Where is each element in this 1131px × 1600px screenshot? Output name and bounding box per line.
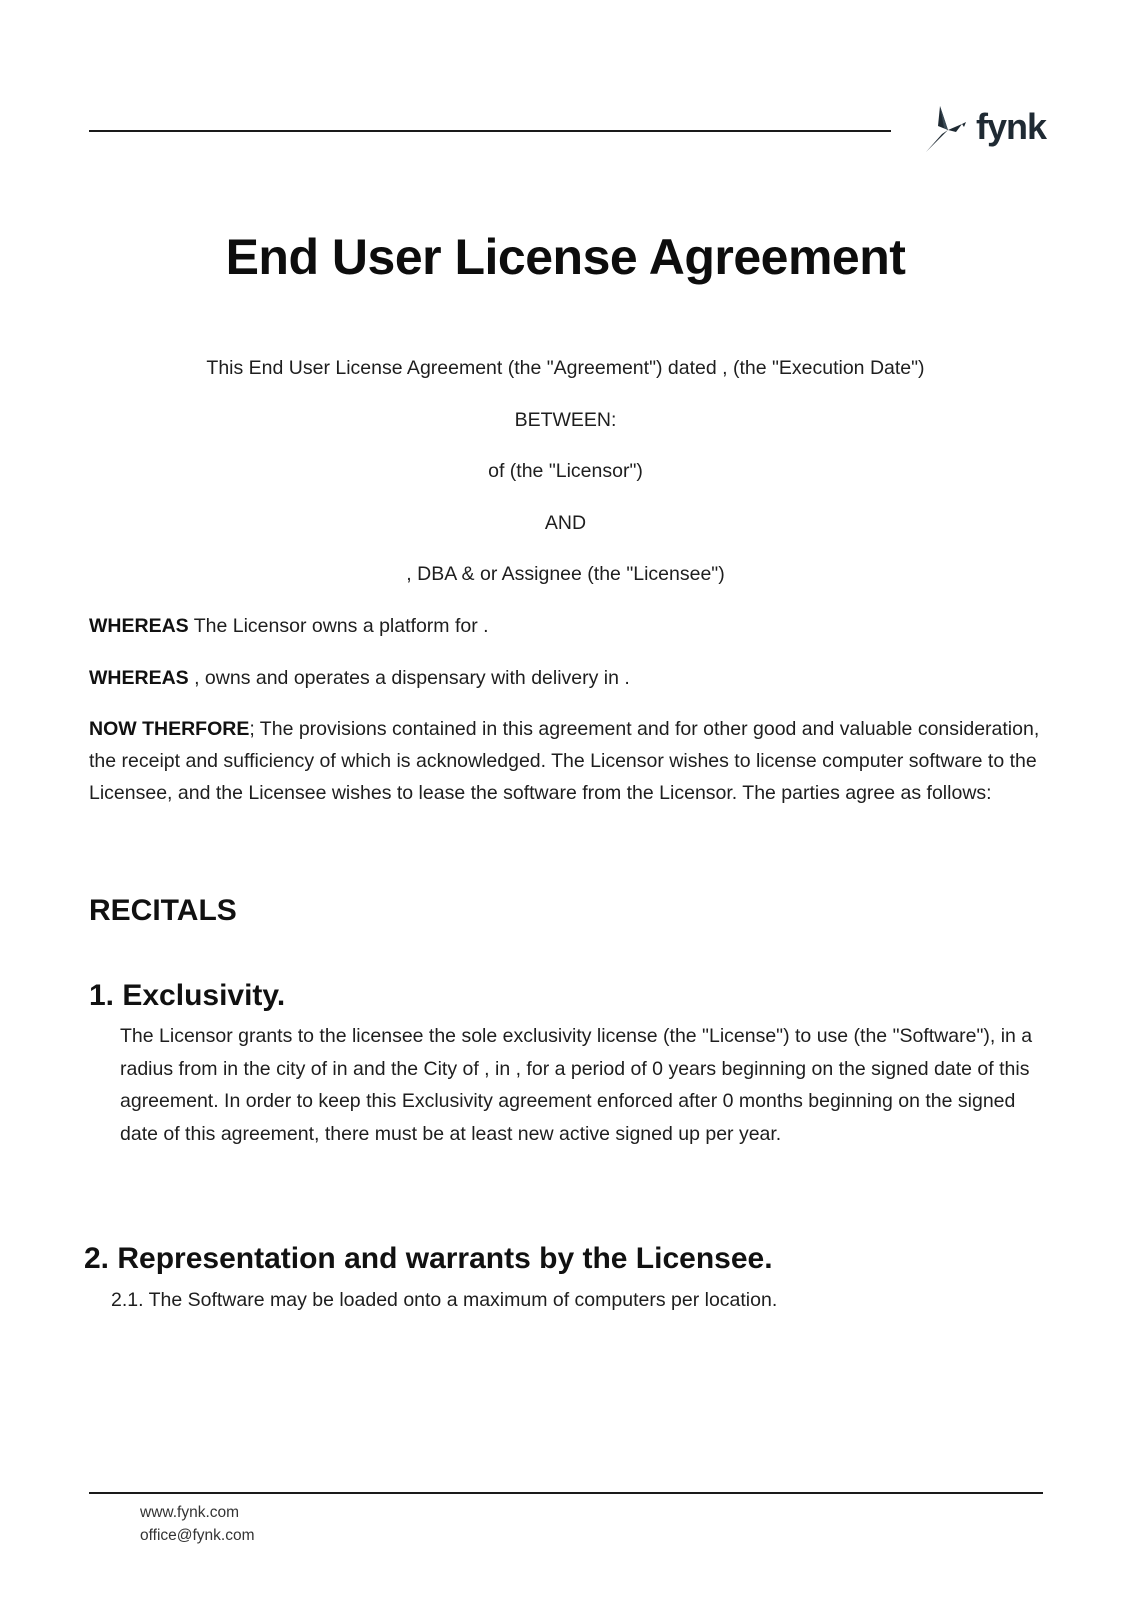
fynk-logo bbox=[918, 104, 1046, 156]
whereas-paragraph-2 bbox=[89, 662, 1049, 694]
document-title: End User License Agreement bbox=[225, 229, 906, 285]
now-therefore-paragraph bbox=[89, 713, 1049, 809]
fynk-bird-icon bbox=[918, 104, 974, 156]
licensor-line: of (the "Licensor") bbox=[488, 460, 643, 482]
whereas-label: WHEREAS bbox=[89, 667, 189, 689]
whereas-label: WHEREAS bbox=[89, 615, 189, 637]
logo-text: fynk bbox=[976, 106, 1047, 147]
between-line: BETWEEN: bbox=[514, 409, 617, 431]
section-2-item-2-1: 2.1. The Software may be loaded onto a maximum of computers per location. bbox=[111, 1289, 778, 1311]
section-2-heading: 2. Representation and warrants by the Licensee. bbox=[84, 1242, 773, 1275]
licensee-line: , DBA & or Assignee (the "Licensee") bbox=[406, 563, 725, 585]
and-line: AND bbox=[544, 512, 587, 534]
footer-website: www.fynk.com bbox=[140, 1504, 240, 1521]
whereas-text: The Licensor owns a platform for . bbox=[188, 615, 489, 637]
now-therefore-text: ; The provisions contained in this agreement and for other good and valuable consideration, the receipt and sufficiency of which is acknowledged. The Licensor wishes to license computer software to the Licensee, and the Licensee wishes to lease the software from the Licensor. The parties agree as follows: bbox=[89, 718, 1040, 804]
now-therefore-label: NOW THERFORE bbox=[89, 718, 250, 740]
section-1-heading: 1. Exclusivity. bbox=[89, 979, 286, 1012]
section-1-body: The Licensor grants to the licensee the sole exclusivity license (the "License") to use (the "Software"), in a radius from in the city of in and the City of , in , for a period of 0 years beginning on the signed date of this agreement. In order to keep this Exclusivity agreement enforced after 0 months beginning on the signed date of this agreement, there must be at least new active signed up per year. bbox=[120, 1025, 1033, 1145]
header-rule bbox=[89, 130, 891, 132]
footer-email: office@fynk.com bbox=[140, 1527, 255, 1544]
recitals-heading: RECITALS bbox=[89, 894, 237, 927]
whereas-paragraph-1 bbox=[89, 610, 1049, 642]
whereas-text: , owns and operates a dispensary with delivery in . bbox=[188, 667, 630, 689]
agreement-line: This End User License Agreement (the "Agreement") dated , (the "Execution Date") bbox=[206, 357, 925, 379]
footer-rule bbox=[89, 1492, 1043, 1494]
